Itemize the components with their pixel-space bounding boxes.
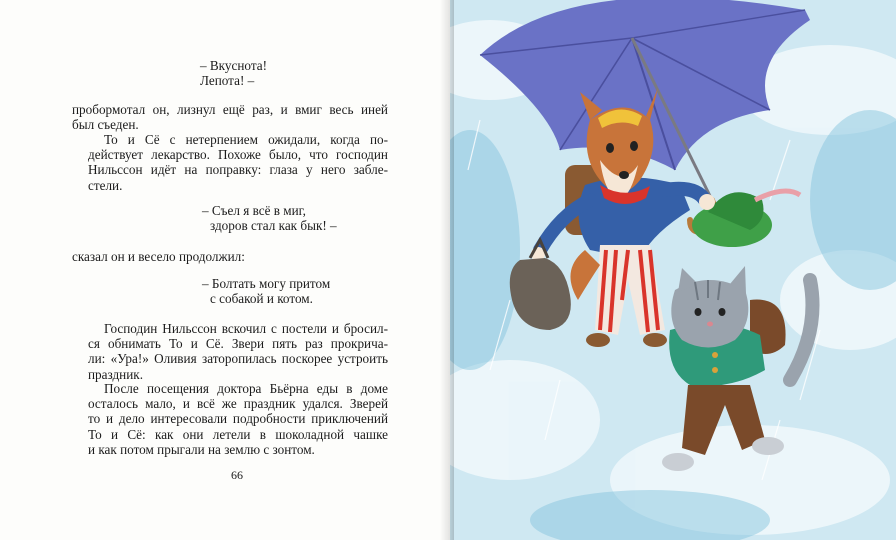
text-line: и как потом прыгали на землю с зонтом. — [88, 441, 315, 457]
text-line: праздник. — [88, 366, 144, 382]
verse-line: – Вкуснота! — [200, 58, 267, 73]
page-gutter — [440, 0, 454, 540]
text-line: Нильссон идёт на поправку: глаза у него забле- — [88, 162, 388, 178]
text-line: пробормотал он, лизнул ещё раз, и вмиг весь иней — [72, 102, 388, 117]
text-line: действует лекарство. Похоже было, что господин — [88, 147, 388, 163]
page-number: 66 — [231, 468, 243, 482]
text-line: стели. — [88, 177, 123, 193]
verse-line: здоров стал как бык! – — [210, 218, 337, 234]
verse-line: Лепота! – — [200, 73, 255, 89]
paragraph-1 — [72, 102, 388, 132]
verse-2 — [196, 203, 337, 233]
illustration — [450, 0, 896, 540]
verse-line: – Съел я всё в миг, — [202, 203, 306, 218]
paragraph-2 — [72, 132, 388, 193]
text-line: Господин Нильссон вскочил с постели и бросил- — [104, 321, 388, 336]
text-line: то и дело интересовали подробности приключений — [88, 411, 388, 427]
paragraph-5 — [72, 381, 388, 457]
text-line: ся обнимать То и Сё. Звери пять раз прокрича- — [88, 336, 388, 352]
paragraph-3: сказал он и весело продолжил: — [72, 249, 245, 264]
text-line: осталось мало, и всё же праздник удался. Зверей — [88, 396, 388, 412]
verse-line: с собакой и котом. — [210, 291, 313, 307]
verse-line: – Болтать могу притом — [202, 276, 331, 291]
paragraph-4 — [72, 321, 388, 382]
text-line: ли: «Ура!» Оливия заторопилась поскорее устроить — [88, 351, 388, 367]
verse-1 — [200, 58, 267, 88]
illustration-page — [450, 0, 896, 540]
verse-3 — [196, 276, 330, 306]
text-line: То и Сё: как они летели в шоколадной чашке — [88, 426, 388, 442]
text-line: После посещения доктора Бьёрна еды в доме — [104, 381, 388, 396]
text-line: был съеден. — [72, 117, 139, 133]
text-line: То и Сё с нетерпением ожидали, когда по- — [104, 132, 388, 147]
